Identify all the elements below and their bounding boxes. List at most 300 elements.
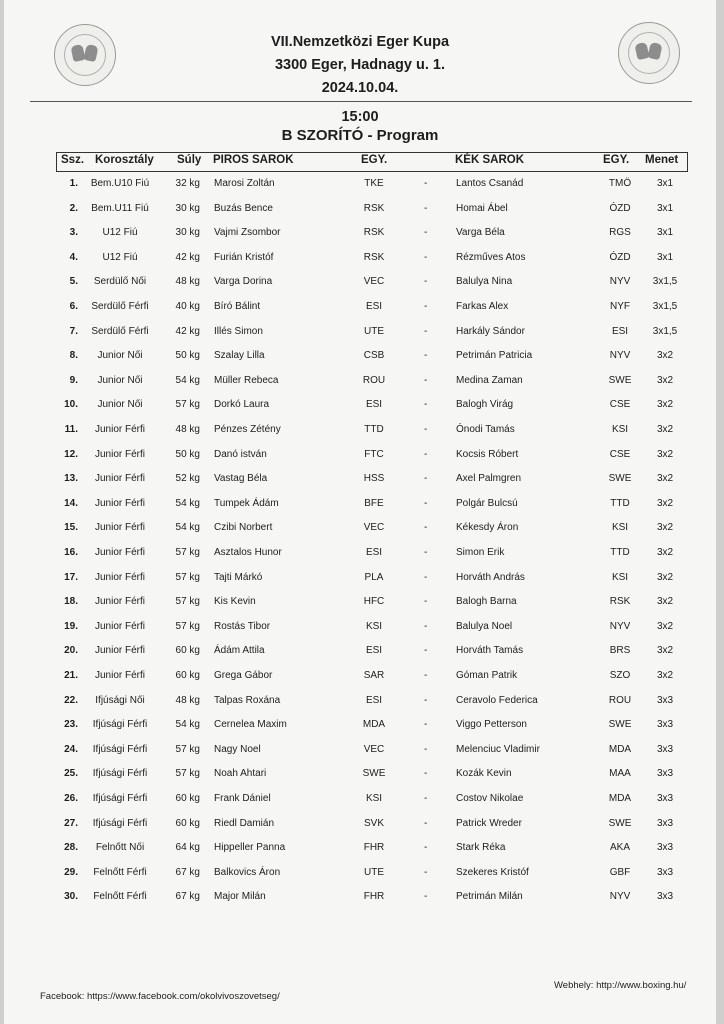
red-corner-club: HSS bbox=[363, 473, 385, 485]
age-group: Serdülő Férfi bbox=[91, 325, 149, 337]
weight-class: 48 kg bbox=[175, 694, 200, 706]
bout-number: 23. bbox=[64, 719, 78, 731]
versus-dash: - bbox=[424, 178, 428, 189]
blue-corner-club: MAA bbox=[609, 768, 631, 780]
bout-number: 6. bbox=[69, 301, 78, 312]
age-group: U12 Fiú bbox=[102, 227, 138, 239]
rounds: 3x3 bbox=[656, 891, 674, 903]
versus-dash: - bbox=[424, 350, 428, 362]
red-corner-club: RSK bbox=[363, 202, 385, 214]
red-corner-name: Cernelea Maxim bbox=[214, 719, 287, 731]
blue-corner-club: CSE bbox=[609, 399, 631, 411]
table-row bbox=[4, 175, 716, 195]
age-group: Junior Férfi bbox=[94, 670, 145, 681]
red-corner-name: Danó istván bbox=[214, 448, 267, 460]
bout-number: 4. bbox=[69, 251, 78, 263]
age-group: Junior Férfi bbox=[94, 497, 145, 509]
table-row bbox=[4, 544, 716, 564]
age-group: Junior Férfi bbox=[94, 424, 145, 435]
blue-corner-club: SZO bbox=[609, 670, 631, 681]
blue-corner-name: Varga Béla bbox=[456, 227, 505, 239]
blue-corner-club: SWE bbox=[608, 374, 632, 386]
blue-corner-name: Ónodi Tamás bbox=[456, 424, 515, 435]
blue-corner-club: SWE bbox=[608, 817, 632, 829]
col-number: Ssz. bbox=[61, 154, 85, 166]
age-group: Junior Férfi bbox=[94, 571, 145, 583]
versus-dash: - bbox=[424, 276, 428, 288]
document-page bbox=[4, 0, 716, 1024]
red-corner-club: RSK bbox=[363, 251, 385, 263]
age-group: Ifjúsági Férfi bbox=[92, 719, 148, 731]
bout-number: 16. bbox=[64, 547, 78, 558]
red-corner-club: MDA bbox=[362, 719, 386, 731]
red-corner-name: Noah Ahtari bbox=[214, 768, 267, 780]
red-corner-name: Müller Rebeca bbox=[214, 374, 279, 386]
rounds: 3x2 bbox=[656, 374, 674, 386]
age-group: Ifjúsági Férfi bbox=[92, 793, 148, 804]
blue-corner-club: ESI bbox=[611, 325, 629, 337]
age-group: Ifjúsági Férfi bbox=[92, 768, 148, 780]
versus-dash: - bbox=[424, 842, 428, 854]
bout-number: 5. bbox=[69, 276, 78, 288]
red-corner-name: Marosi Zoltán bbox=[214, 178, 275, 189]
versus-dash: - bbox=[424, 891, 428, 903]
bout-number: 10. bbox=[64, 399, 78, 411]
versus-dash: - bbox=[424, 497, 428, 509]
bout-number: 22. bbox=[64, 694, 78, 706]
rounds: 3x2 bbox=[656, 571, 674, 583]
blue-corner-club: CSE bbox=[609, 448, 631, 460]
bout-number: 14. bbox=[64, 497, 78, 509]
rounds: 3x2 bbox=[656, 497, 674, 509]
red-corner-club: VEC bbox=[363, 522, 385, 534]
blue-corner-club: NYV bbox=[609, 276, 631, 288]
table-row bbox=[4, 446, 716, 466]
weight-class: 40 kg bbox=[175, 301, 200, 312]
versus-dash: - bbox=[424, 251, 428, 263]
red-corner-club: ESI bbox=[365, 399, 383, 411]
red-corner-club: SAR bbox=[363, 670, 385, 681]
table-row bbox=[4, 667, 716, 687]
table-row bbox=[4, 765, 716, 785]
bout-number: 12. bbox=[64, 448, 78, 460]
boxing-federation-logo-right bbox=[618, 22, 680, 84]
table-row bbox=[4, 569, 716, 589]
red-corner-name: Asztalos Hunor bbox=[214, 547, 282, 558]
rounds: 3x2 bbox=[656, 670, 674, 681]
age-group: Serdülő Férfi bbox=[91, 301, 149, 312]
blue-corner-name: Simon Erik bbox=[456, 547, 505, 558]
blue-corner-name: Homai Ábel bbox=[456, 202, 508, 214]
weight-class: 57 kg bbox=[175, 620, 200, 632]
table-header bbox=[56, 152, 688, 172]
blue-corner-name: Horváth András bbox=[456, 571, 525, 583]
table-row bbox=[4, 741, 716, 761]
bout-number: 21. bbox=[64, 670, 78, 681]
rounds: 3x2 bbox=[656, 350, 674, 362]
table-row bbox=[4, 716, 716, 736]
red-corner-name: Major Milán bbox=[214, 891, 266, 903]
table-row bbox=[4, 200, 716, 220]
rounds: 3x1,5 bbox=[652, 325, 678, 337]
weight-class: 54 kg bbox=[175, 374, 200, 386]
red-corner-name: Hippeller Panna bbox=[214, 842, 286, 854]
age-group: Serdülő Női bbox=[93, 276, 147, 288]
table-row bbox=[4, 396, 716, 416]
weight-class: 50 kg bbox=[175, 448, 200, 460]
versus-dash: - bbox=[424, 571, 428, 583]
table-row bbox=[4, 372, 716, 392]
weight-class: 67 kg bbox=[175, 891, 200, 903]
rounds: 3x1 bbox=[656, 178, 674, 189]
versus-dash: - bbox=[424, 793, 428, 804]
rounds: 3x2 bbox=[656, 547, 674, 558]
blue-corner-name: Melenciuc Vladimir bbox=[456, 743, 540, 755]
bout-number: 11. bbox=[64, 424, 78, 435]
blue-corner-club: NYV bbox=[609, 620, 631, 632]
weight-class: 48 kg bbox=[175, 424, 200, 435]
age-group: Felnőtt Férfi bbox=[93, 891, 147, 903]
red-corner-name: Dorkó Laura bbox=[214, 399, 270, 411]
blue-corner-name: Petrimán Patricia bbox=[456, 350, 533, 362]
red-corner-club: VEC bbox=[363, 276, 385, 288]
table-row bbox=[4, 593, 716, 613]
bout-number: 27. bbox=[64, 817, 78, 829]
blue-corner-name: Ceravolo Federica bbox=[456, 694, 538, 706]
red-corner-name: Rostás Tibor bbox=[214, 620, 271, 632]
rounds: 3x3 bbox=[656, 743, 674, 755]
blue-corner-club: ÓZD bbox=[609, 202, 631, 214]
red-corner-name: Talpas Roxána bbox=[214, 694, 281, 706]
age-group: Junior Férfi bbox=[94, 620, 145, 632]
blue-corner-club: KSI bbox=[611, 522, 629, 534]
blue-corner-club: MDA bbox=[608, 793, 632, 804]
versus-dash: - bbox=[424, 202, 428, 214]
weight-class: 57 kg bbox=[175, 547, 200, 558]
table-row bbox=[4, 790, 716, 810]
red-corner-club: TTD bbox=[364, 424, 384, 435]
event-title: VII.Nemzetközi Eger Kupa bbox=[270, 34, 450, 50]
red-corner-club: ESI bbox=[365, 547, 383, 558]
rounds: 3x3 bbox=[656, 842, 674, 854]
red-corner-club: KSI bbox=[365, 793, 383, 804]
versus-dash: - bbox=[424, 645, 428, 657]
versus-dash: - bbox=[424, 301, 428, 312]
blue-corner-club: KSI bbox=[611, 571, 629, 583]
rounds: 3x2 bbox=[656, 645, 674, 657]
versus-dash: - bbox=[424, 694, 428, 706]
versus-dash: - bbox=[424, 522, 428, 534]
red-corner-club: KSI bbox=[365, 620, 383, 632]
red-corner-club: ESI bbox=[365, 645, 383, 657]
age-group: Junior Férfi bbox=[94, 473, 145, 485]
versus-dash: - bbox=[424, 227, 428, 239]
rounds: 3x3 bbox=[656, 793, 674, 804]
red-corner-name: Tumpek Ádám bbox=[214, 497, 279, 509]
table-row bbox=[4, 470, 716, 490]
weight-class: 57 kg bbox=[175, 768, 200, 780]
versus-dash: - bbox=[424, 817, 428, 829]
red-corner-name: Bíró Bálint bbox=[214, 301, 261, 312]
rounds: 3x3 bbox=[656, 817, 674, 829]
event-address: 3300 Eger, Hadnagy u. 1. bbox=[274, 57, 446, 73]
col-red-corner: PIROS SAROK bbox=[213, 154, 294, 166]
red-corner-name: Szalay Lilla bbox=[214, 350, 265, 362]
blue-corner-name: Farkas Alex bbox=[456, 301, 509, 312]
weight-class: 32 kg bbox=[175, 178, 200, 189]
red-corner-name: Nagy Noel bbox=[214, 743, 261, 755]
red-corner-club: ESI bbox=[365, 694, 383, 706]
weight-class: 57 kg bbox=[175, 743, 200, 755]
age-group: Junior Férfi bbox=[94, 522, 145, 534]
red-corner-club: PLA bbox=[364, 571, 384, 583]
table-row bbox=[4, 864, 716, 884]
red-corner-name: Varga Dorina bbox=[214, 276, 273, 288]
rounds: 3x1,5 bbox=[652, 276, 678, 288]
weight-class: 52 kg bbox=[175, 473, 200, 485]
weight-class: 57 kg bbox=[175, 596, 200, 608]
weight-class: 60 kg bbox=[175, 670, 200, 681]
red-corner-club: HFC bbox=[363, 596, 385, 608]
red-corner-club: SWE bbox=[362, 768, 386, 780]
bout-number: 13. bbox=[64, 473, 78, 485]
blue-corner-name: Balulya Noel bbox=[456, 620, 513, 632]
blue-corner-name: Horváth Tamás bbox=[456, 645, 524, 657]
red-corner-name: Kis Kevin bbox=[214, 596, 256, 608]
weight-class: 42 kg bbox=[175, 251, 200, 263]
weight-class: 42 kg bbox=[175, 325, 200, 337]
weight-class: 60 kg bbox=[175, 645, 200, 657]
versus-dash: - bbox=[424, 743, 428, 755]
bout-number: 15. bbox=[64, 522, 78, 534]
red-corner-club: VEC bbox=[363, 743, 385, 755]
blue-corner-name: Kékesdy Áron bbox=[456, 522, 519, 534]
bout-number: 30. bbox=[64, 891, 78, 903]
rounds: 3x2 bbox=[656, 522, 674, 534]
red-corner-club: UTE bbox=[364, 866, 384, 878]
col-red-club: EGY. bbox=[361, 154, 388, 166]
versus-dash: - bbox=[424, 399, 428, 411]
blue-corner-name: Lantos Csanád bbox=[456, 178, 524, 189]
website-link[interactable]: Webhely: http://www.boxing.hu/ bbox=[554, 980, 687, 991]
blue-corner-club: KSI bbox=[611, 424, 629, 435]
blue-corner-club: ROU bbox=[608, 694, 632, 706]
table-row bbox=[4, 642, 716, 662]
red-corner-name: Grega Gábor bbox=[214, 670, 273, 681]
red-corner-name: Frank Dániel bbox=[214, 793, 271, 804]
rounds: 3x2 bbox=[656, 448, 674, 460]
weight-class: 54 kg bbox=[175, 497, 200, 509]
table-row bbox=[4, 421, 716, 441]
blue-corner-name: Patrick Wreder bbox=[456, 817, 522, 829]
weight-class: 30 kg bbox=[175, 202, 200, 214]
blue-corner-club: SWE bbox=[608, 473, 632, 485]
table-row bbox=[4, 273, 716, 293]
blue-corner-club: TMÖ bbox=[608, 178, 632, 189]
bout-number: 17. bbox=[64, 571, 78, 583]
blue-corner-club: RGS bbox=[609, 227, 631, 239]
blue-corner-name: Balulya Nina bbox=[456, 276, 513, 288]
blue-corner-club: MDA bbox=[608, 743, 632, 755]
blue-corner-club: RSK bbox=[609, 596, 631, 608]
blue-corner-club: AKA bbox=[609, 842, 630, 854]
red-corner-name: Vastag Béla bbox=[214, 473, 268, 485]
col-blue-club: EGY. bbox=[603, 154, 630, 166]
bout-number: 28. bbox=[64, 842, 78, 854]
rounds: 3x3 bbox=[656, 768, 674, 780]
red-corner-club: UTE bbox=[364, 325, 384, 337]
rounds: 3x3 bbox=[656, 866, 674, 878]
blue-corner-name: Viggo Petterson bbox=[456, 719, 527, 731]
table-row bbox=[4, 888, 716, 908]
weight-class: 64 kg bbox=[175, 842, 200, 854]
versus-dash: - bbox=[424, 768, 428, 780]
age-group: Felnőtt Férfi bbox=[93, 866, 147, 878]
bout-number: 9. bbox=[69, 374, 78, 386]
col-rounds: Menet bbox=[645, 154, 679, 166]
red-corner-club: TKE bbox=[364, 178, 384, 189]
bout-number: 3. bbox=[69, 227, 78, 239]
table-row bbox=[4, 618, 716, 638]
bout-number: 25. bbox=[64, 768, 78, 780]
table-row bbox=[4, 495, 716, 515]
red-corner-name: Vajmi Zsombor bbox=[214, 227, 281, 239]
blue-corner-name: Axel Palmgren bbox=[456, 473, 522, 485]
blue-corner-name: Balogh Barna bbox=[456, 596, 517, 608]
blue-corner-club: GBF bbox=[609, 866, 631, 878]
age-group: Junior Női bbox=[97, 350, 143, 362]
bout-number: 7. bbox=[69, 325, 78, 337]
red-corner-name: Czibi Norbert bbox=[214, 522, 273, 534]
age-group: Junior Férfi bbox=[94, 645, 145, 657]
blue-corner-name: Kocsis Róbert bbox=[456, 448, 519, 460]
age-group: Felnőtt Női bbox=[95, 842, 145, 854]
weight-class: 30 kg bbox=[175, 227, 200, 239]
event-date: 2024.10.04. bbox=[321, 80, 399, 96]
red-corner-name: Balkovics Áron bbox=[214, 866, 281, 878]
table-row bbox=[4, 249, 716, 269]
blue-corner-name: Medina Zaman bbox=[456, 374, 523, 386]
blue-corner-club: TTD bbox=[610, 497, 630, 509]
rounds: 3x2 bbox=[656, 596, 674, 608]
blue-corner-club: NYF bbox=[610, 301, 630, 312]
blue-corner-club: NYV bbox=[609, 891, 631, 903]
rounds: 3x1 bbox=[656, 227, 674, 239]
red-corner-club: FHR bbox=[363, 891, 385, 903]
bout-number: 1. bbox=[69, 178, 78, 189]
header-divider bbox=[30, 101, 692, 102]
rounds: 3x1 bbox=[656, 251, 674, 263]
table-row bbox=[4, 815, 716, 835]
bout-number: 19. bbox=[64, 620, 78, 632]
bout-number: 24. bbox=[64, 743, 78, 755]
bout-number: 29. bbox=[64, 866, 78, 878]
table-row bbox=[4, 519, 716, 539]
blue-corner-club: BRS bbox=[609, 645, 631, 657]
rounds: 3x3 bbox=[656, 719, 674, 731]
bout-number: 20. bbox=[64, 645, 78, 657]
rounds: 3x2 bbox=[656, 473, 674, 485]
blue-corner-name: Costov Nikolae bbox=[456, 793, 524, 804]
age-group: Ifjúsági Férfi bbox=[92, 743, 148, 755]
bout-number: 26. bbox=[64, 793, 78, 804]
blue-corner-name: Polgár Bulcsú bbox=[456, 497, 518, 509]
table-row bbox=[4, 839, 716, 859]
versus-dash: - bbox=[424, 719, 428, 731]
red-corner-name: Pénzes Zétény bbox=[214, 424, 281, 435]
rounds: 3x2 bbox=[656, 424, 674, 435]
table-row bbox=[4, 692, 716, 712]
age-group: Junior Női bbox=[97, 374, 143, 386]
age-group: U12 Fiú bbox=[102, 251, 138, 263]
versus-dash: - bbox=[424, 547, 428, 558]
rounds: 3x2 bbox=[656, 620, 674, 632]
weight-class: 57 kg bbox=[175, 399, 200, 411]
weight-class: 60 kg bbox=[175, 817, 200, 829]
versus-dash: - bbox=[424, 473, 428, 485]
age-group: Junior Női bbox=[97, 399, 143, 411]
red-corner-club: ESI bbox=[365, 301, 383, 312]
versus-dash: - bbox=[424, 620, 428, 632]
weight-class: 54 kg bbox=[175, 522, 200, 534]
weight-class: 48 kg bbox=[175, 276, 200, 288]
rounds: 3x3 bbox=[656, 694, 674, 706]
age-group: Junior Férfi bbox=[94, 547, 145, 558]
program-title: B SZORÍTÓ - Program bbox=[281, 127, 439, 144]
versus-dash: - bbox=[424, 448, 428, 460]
weight-class: 67 kg bbox=[175, 866, 200, 878]
blue-corner-name: Harkály Sándor bbox=[456, 325, 525, 337]
bout-number: 8. bbox=[69, 350, 78, 362]
blue-corner-name: Szekeres Kristóf bbox=[456, 866, 529, 878]
red-corner-name: Tajti Márkó bbox=[214, 571, 263, 583]
age-group: Junior Férfi bbox=[94, 448, 145, 460]
red-corner-name: Buzás Bence bbox=[214, 202, 273, 214]
rounds: 3x1,5 bbox=[652, 301, 678, 312]
age-group: Junior Férfi bbox=[94, 596, 145, 608]
bout-number: 2. bbox=[69, 202, 78, 214]
rounds: 3x1 bbox=[656, 202, 674, 214]
col-weight: Súly bbox=[177, 154, 202, 166]
table-row bbox=[4, 347, 716, 367]
facebook-link[interactable]: Facebook: https://www.facebook.com/okolvivoszovetseg/ bbox=[40, 991, 280, 1002]
blue-corner-club: ÓZD bbox=[609, 251, 631, 263]
program-time: 15:00 bbox=[341, 109, 379, 125]
table-row bbox=[4, 298, 716, 318]
blue-corner-name: Góman Patrik bbox=[456, 670, 518, 681]
age-group: Bem.U10 Fiú bbox=[90, 178, 150, 189]
red-corner-club: ROU bbox=[362, 374, 386, 386]
red-corner-club: FTC bbox=[364, 448, 384, 460]
weight-class: 60 kg bbox=[175, 793, 200, 804]
blue-corner-club: TTD bbox=[610, 547, 630, 558]
age-group: Bem.U11 Fiú bbox=[91, 202, 149, 214]
red-corner-club: BFE bbox=[364, 497, 384, 509]
weight-class: 50 kg bbox=[175, 350, 200, 362]
red-corner-name: Furián Kristóf bbox=[214, 251, 274, 263]
blue-corner-club: SWE bbox=[608, 719, 632, 731]
col-age-group: Korosztály bbox=[95, 154, 154, 166]
blue-corner-name: Stark Réka bbox=[456, 842, 506, 854]
col-blue-corner: KÉK SAROK bbox=[455, 154, 525, 166]
red-corner-name: Riedl Damián bbox=[214, 817, 275, 829]
versus-dash: - bbox=[424, 670, 428, 681]
red-corner-club: SVK bbox=[363, 817, 384, 829]
blue-corner-name: Balogh Virág bbox=[456, 399, 514, 411]
versus-dash: - bbox=[424, 596, 428, 608]
red-corner-club: CSB bbox=[363, 350, 385, 362]
versus-dash: - bbox=[424, 866, 428, 878]
